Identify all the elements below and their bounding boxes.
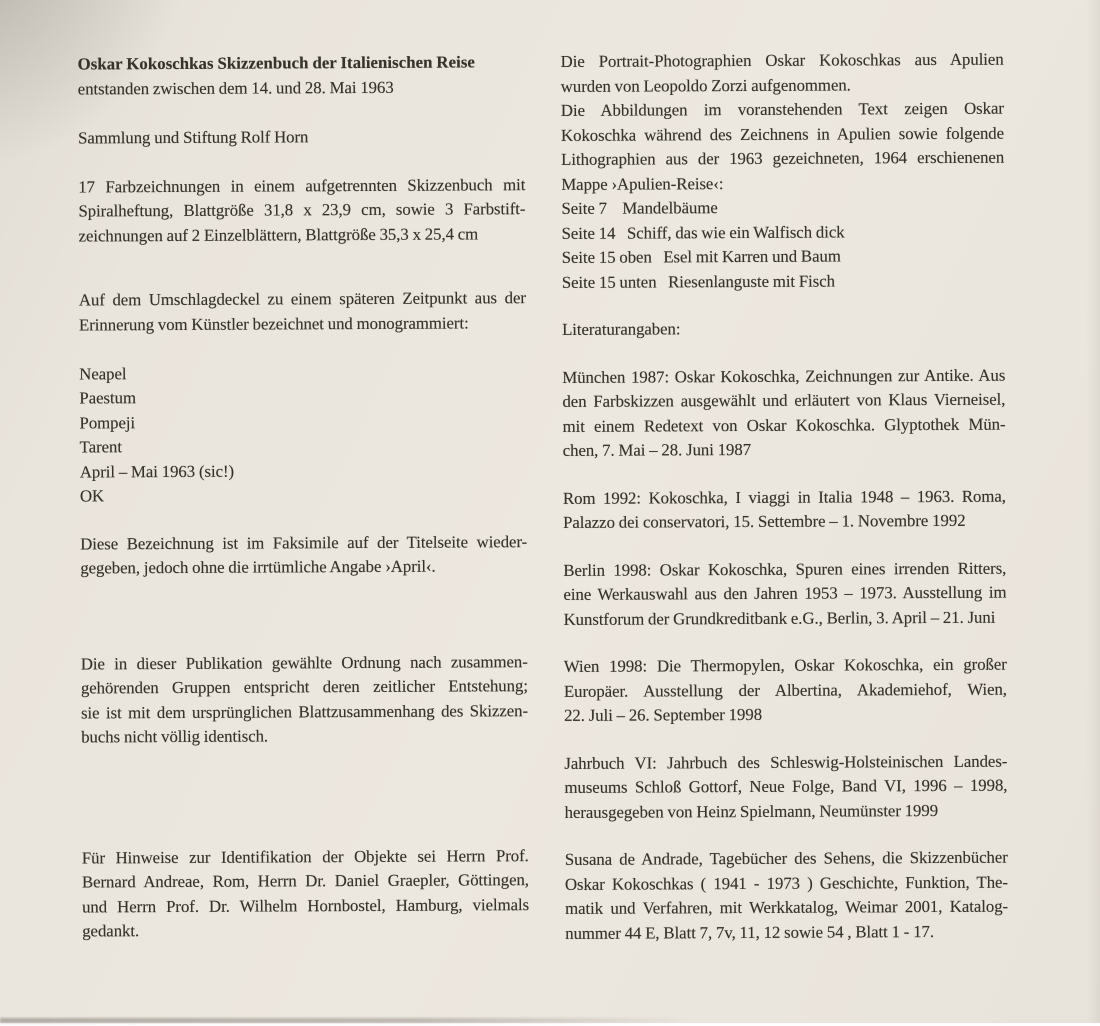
text-line: Oskar Kokoschkas Skizzenbuch der Italienischen Reise bbox=[77, 52, 475, 74]
entry-jahrbuch-vi bbox=[564, 749, 1007, 825]
text-line: Lithographien aus der 1963 gezeichneten, 1964 erschienenen bbox=[561, 147, 1005, 169]
right-column bbox=[561, 48, 1009, 946]
text-line: gegeben, jedoch ohne die irrtümliche Angabe ›April‹. bbox=[80, 556, 436, 578]
inscription-intro bbox=[79, 286, 526, 337]
literature-heading bbox=[562, 316, 1005, 343]
text-line: Berlin 1998: Oskar Kokoschka, Spuren eines irrenden Ritters, bbox=[563, 558, 1007, 580]
text-line: herausgegeben von Heinz Spielmann, Neumünster 1999 bbox=[564, 800, 939, 822]
text-line: Literaturangaben: bbox=[561, 319, 681, 339]
text-line: Europäer. Ausstellung der Albertina, Akademiehof, Wien, bbox=[563, 679, 1007, 701]
photo-credit bbox=[561, 48, 1004, 99]
text-line: Für Hinweise zur Identifikation der Objekte sei Herrn Prof. bbox=[81, 845, 529, 867]
acknowledgements bbox=[82, 844, 530, 944]
text-line: Oskar Kokoschkas ( 1941 - 1973 ) Geschichte, Funktion, The- bbox=[564, 872, 1008, 894]
text-line: Seite 14 Schiff, das wie ein Walfisch dick bbox=[561, 221, 845, 243]
ordering-note bbox=[81, 650, 529, 750]
text-line: Die in dieser Publikation gewählte Ordnung nach zusammen- bbox=[80, 651, 528, 673]
text-line: Seite 15 oben Esel mit Karren und Baum bbox=[561, 246, 841, 267]
text-line: museums Schloß Gottorf, Neue Folge, Band VI, 1996 – 1998, bbox=[564, 775, 1008, 797]
text-line: Pompeji bbox=[79, 412, 136, 432]
illustrations-note bbox=[561, 97, 1005, 197]
text-line: wurden von Leopoldo Zorzi aufgenommen. bbox=[560, 74, 851, 96]
entry-muenchen-1987 bbox=[562, 363, 1006, 463]
text-line: Rom 1992: Kokoschka, I viaggi in Italia 1948 – 1963. Roma, bbox=[562, 486, 1006, 508]
text-line: Bernard Andreae, Rom, Herrn Dr. Daniel Graepler, Göttingen, bbox=[81, 870, 529, 892]
text-line: mit einem Redetext von Oskar Kokoschka. Glyptothek Mün- bbox=[562, 414, 1006, 436]
text-line: sie ist mit dem ursprünglichen Blattzusammenhang des Skizzen- bbox=[80, 700, 529, 722]
text-line: eine Werkauswahl aus den Jahren 1953 – 1973. Ausstellung im bbox=[563, 582, 1007, 604]
entry-rom-1992 bbox=[563, 484, 1006, 535]
text-line: Neapel bbox=[79, 363, 127, 383]
text-line: Wien 1998: Die Thermopylen, Oskar Kokoschka, ein großer bbox=[563, 654, 1007, 676]
scan-right-edge-shade bbox=[1086, 0, 1100, 1023]
text-line: gehörenden Gruppen entspricht deren zeitlicher Entstehung; bbox=[80, 676, 528, 698]
entry-berlin-1998 bbox=[563, 556, 1006, 632]
text-line: Erinnerung vom Künstler bezeichnet und monogrammiert: bbox=[78, 312, 469, 334]
text-line: Spiralheftung, Blattgröße 31,8 x 23,9 cm, sowie 3 Farbstift- bbox=[78, 199, 526, 221]
scan-bottom-edge-shadow bbox=[0, 1018, 693, 1023]
text-line: Susana de Andrade, Tagebücher des Sehens, die Skizzenbücher bbox=[564, 847, 1008, 869]
text-line: April – Mai 1963 (sic!) bbox=[79, 461, 235, 481]
text-line: Diese Bezeichnung ist im Faksimile auf der Titelseite wieder- bbox=[80, 531, 528, 553]
text-line: nummer 44 E, Blatt 7, 7v, 11, 12 sowie 54 , Blatt 1 - 17. bbox=[565, 921, 935, 943]
text-line: Palazzo dei conservatori, 15. Settembre – 1. Novembre 1992 bbox=[563, 510, 966, 532]
text-line: München 1987: Oskar Kokoschka, Zeichnungen zur Antike. Aus bbox=[562, 365, 1006, 387]
text-line: und Herrn Prof. Dr. Wilhelm Hornbostel, Hamburg, vielmals bbox=[82, 894, 530, 916]
text-line: Sammlung und Stiftung Rolf Horn bbox=[77, 126, 309, 147]
materials-paragraph bbox=[78, 173, 525, 249]
left-column bbox=[78, 50, 530, 944]
text-line: gedankt. bbox=[82, 921, 140, 941]
text-line: Auf dem Umschlagdeckel zu einem späteren Zeitpunkt aus der bbox=[78, 288, 526, 310]
text-line: Tarent bbox=[79, 437, 123, 457]
entry-wien-1998 bbox=[564, 653, 1007, 729]
text-line: Seite 7 Mandelbäume bbox=[561, 198, 718, 218]
text-line: zeichnungen auf 2 Einzelblättern, Blattgröße 35,3 x 25,4 cm bbox=[78, 223, 479, 245]
text-line: Kokoschka während des Zeichnens in Apulien sowie folgende bbox=[560, 123, 1005, 145]
text-line: entstanden zwischen dem 14. und 28. Mai 1963 bbox=[77, 77, 394, 98]
text-line: matik und Verfahren, mit Werkkatalog, Weimar 2001, Katalog- bbox=[565, 896, 1009, 918]
text-line: 17 Farbzeichnungen in einem aufgetrennten Skizzenbuch mit bbox=[78, 174, 526, 196]
plate-list bbox=[561, 195, 1005, 295]
text-line: Mappe ›Apulien-Reise‹: bbox=[561, 173, 724, 194]
facsimile-note bbox=[80, 530, 527, 581]
inscription-list bbox=[79, 360, 527, 509]
text-line: Die Abbildungen im voranstehenden Text zeigen Oskar bbox=[560, 98, 1004, 120]
text-line: Paestum bbox=[79, 388, 136, 408]
text-line: Kunstforum der Grundkreditbank e.G., Berlin, 3. April – 21. Juni bbox=[563, 607, 996, 629]
title-block bbox=[78, 50, 525, 101]
text-line: 22. Juli – 26. September 1998 bbox=[564, 704, 763, 725]
text-line: chen, 7. Mai – 28. Juni 1987 bbox=[562, 439, 752, 460]
text-line: buchs nicht völlig identisch. bbox=[81, 726, 269, 747]
entry-susana-de-andrade bbox=[565, 846, 1009, 946]
text-line: Jahrbuch VI: Jahrbuch des Schleswig-Holsteinischen Landes- bbox=[564, 751, 1008, 773]
text-line: OK bbox=[79, 486, 105, 506]
text-line: Seite 15 unten Riesenlanguste mit Fisch bbox=[561, 271, 836, 292]
text-line: Die Portrait-Photographien Oskar Kokoschkas aus Apulien bbox=[560, 49, 1004, 71]
collection-line bbox=[78, 124, 525, 151]
text-line: den Farbskizzen ausgewählt und erläutert von Klaus Vierneisel, bbox=[562, 389, 1006, 411]
